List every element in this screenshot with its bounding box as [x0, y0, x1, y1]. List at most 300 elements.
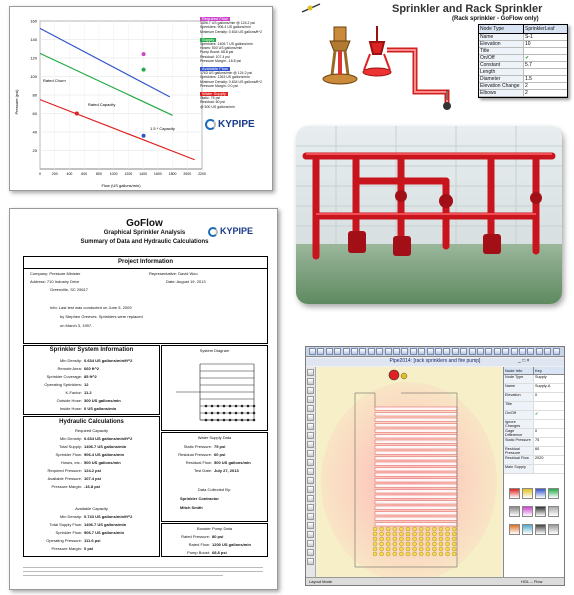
rack-sprinkler-head[interactable] — [399, 527, 403, 531]
maximize-icon[interactable]: □ — [522, 358, 526, 364]
sprinkler-row-value — [524, 69, 526, 75]
rack-sprinkler-head[interactable] — [439, 547, 443, 551]
rack-sprinkler-head[interactable] — [399, 552, 403, 556]
sprinkler-table-row — [479, 69, 567, 76]
report-row-label: Outside Hose: — [56, 398, 82, 403]
report-row-label: Remote Area: — [57, 366, 82, 371]
node-info-panel — [503, 367, 564, 577]
curve-label-capacity: Rated Capacity — [88, 102, 116, 107]
info-row-label: Gage Difference — [504, 429, 534, 437]
legend-line: Residual: 60 psi — [200, 100, 225, 105]
report-row-value: 906.4 US gallons/min — [84, 452, 125, 457]
rack-sprinkler-head[interactable] — [380, 527, 384, 531]
info-row — [504, 402, 564, 411]
palette-tool-icon[interactable] — [522, 506, 533, 517]
legend-line: Static: 75 psi — [200, 96, 221, 101]
report-row — [24, 546, 159, 554]
info-row-value: 0 — [535, 429, 538, 433]
toolbar-button-icon[interactable] — [469, 348, 476, 355]
palette-tool-icon[interactable] — [509, 506, 520, 517]
rack-sprinkler-head[interactable] — [406, 542, 410, 546]
palette-tool-icon[interactable] — [548, 488, 559, 499]
left-tool-icon[interactable] — [307, 423, 314, 430]
rack-sprinkler-head[interactable] — [413, 537, 417, 541]
report-row — [24, 374, 159, 382]
info-row-label: Title — [504, 402, 534, 410]
rack-sprinkler-head[interactable] — [399, 532, 403, 536]
rack-sprinkler-head[interactable] — [446, 542, 450, 546]
report-row-label: Pump Boost: — [187, 550, 210, 555]
left-tool-icon[interactable] — [307, 450, 314, 457]
rack-sprinkler-head[interactable] — [432, 532, 436, 536]
info-row-value: 75 — [535, 438, 540, 442]
report-row — [24, 514, 159, 522]
legend-line: Sprinklers: 1406.7 US gallons/min — [200, 42, 253, 47]
rack-sprinkler-head[interactable] — [373, 537, 377, 541]
sprinkler-title: Sprinkler and Rack Sprinkler — [392, 3, 543, 15]
left-tool-icon[interactable] — [307, 468, 314, 475]
rack-sprinkler-head[interactable] — [426, 552, 430, 556]
system-diagram — [168, 358, 264, 428]
network-drawing — [317, 367, 502, 577]
rack-sprinkler-head[interactable] — [373, 532, 377, 536]
sprinkler-row-label: Length — [479, 69, 524, 75]
rack-sprinkler-head[interactable] — [419, 547, 423, 551]
minimize-icon[interactable]: _ — [518, 358, 521, 364]
report-row-value: -16.8 psi — [84, 484, 101, 489]
toolbar-button-icon[interactable] — [368, 348, 375, 355]
rack-sprinkler-head[interactable] — [452, 527, 456, 531]
report-row — [24, 538, 159, 546]
left-tool-icon[interactable] — [307, 387, 314, 394]
left-tool-icon[interactable] — [307, 558, 314, 565]
rack-sprinkler-head[interactable] — [393, 547, 397, 551]
legend-line: Residual: 107.4 psi — [200, 54, 230, 59]
diagram-sprinkler — [223, 405, 225, 407]
rack-sprinkler-head[interactable] — [426, 537, 430, 541]
report-row — [24, 484, 159, 492]
report-row-value: 60 psi — [214, 452, 226, 457]
supply-node-icon[interactable] — [389, 370, 399, 380]
rack-sprinkler-head[interactable] — [419, 542, 423, 546]
diagram-sprinkler — [253, 405, 255, 407]
toolbar-button-icon[interactable] — [410, 348, 417, 355]
report-row-label: Available Pressure: — [47, 476, 82, 481]
rack-sprinkler-head[interactable] — [413, 547, 417, 551]
info-row — [504, 465, 564, 474]
legend-line: Pressure Margin: -16.8 psi — [200, 58, 242, 63]
window-controls — [518, 358, 530, 364]
toolbar-button-icon[interactable] — [359, 348, 366, 355]
rack-sprinkler-head[interactable] — [439, 537, 443, 541]
info-row — [504, 438, 564, 447]
rack-sprinkler-head[interactable] — [399, 542, 403, 546]
diagram-sprinkler — [205, 412, 207, 414]
rack-sprinkler-head[interactable] — [386, 542, 390, 546]
rack-sprinkler-head[interactable] — [413, 552, 417, 556]
toolbar-button-icon[interactable] — [443, 348, 450, 355]
report-row-label: Required Pressure: — [47, 468, 82, 473]
legend-entry-1 — [200, 38, 272, 63]
rack-sprinkler-head[interactable] — [406, 532, 410, 536]
rack-sprinkler-head[interactable] — [446, 547, 450, 551]
sprinkler-row-label: Elbows — [479, 90, 524, 96]
sprinkler-row-value: 2 — [525, 83, 528, 89]
toolbar-button-icon[interactable] — [511, 348, 518, 355]
rack-sprinkler-head[interactable] — [419, 532, 423, 536]
left-tool-icon[interactable] — [307, 396, 314, 403]
y-tick-label: 40 — [32, 129, 37, 135]
report-subtitle-2: Summary of Data and Hydraulic Calculations — [80, 239, 209, 245]
rack-sprinkler-head[interactable] — [432, 552, 436, 556]
project-info-2: by Stephen Greeves. Sprinklers were replaced — [60, 314, 143, 319]
sprinkler-row-value: 10 — [525, 41, 531, 47]
rack-sprinkler-head[interactable] — [399, 547, 403, 551]
report-row-value: July 27, 2013 — [214, 468, 239, 473]
report-row-value: 0.743 US gallons/min/ft^2 — [84, 514, 133, 519]
system-heading: Sprinkler System Information — [49, 347, 134, 353]
diagram-sprinkler — [223, 412, 225, 414]
toolbar-button-icon[interactable] — [544, 348, 551, 355]
rack-sprinkler-head[interactable] — [446, 527, 450, 531]
data-point-3 — [75, 112, 79, 116]
data-collected-label: Data Collected By: — [197, 487, 232, 492]
left-tool-icon[interactable] — [307, 378, 314, 385]
toolbar-button-icon[interactable] — [494, 348, 501, 355]
curve-label-churn: Rated Churn — [43, 78, 66, 83]
toolbar-button-icon[interactable] — [536, 348, 543, 355]
y-tick-label: 160 — [30, 18, 37, 24]
diagram-sprinkler — [247, 405, 249, 407]
diagram-sprinkler — [205, 419, 207, 421]
app-title-bar: Pipe2014: [rack sprinklers and fire pump] — [306, 358, 564, 366]
rack-sprinkler-head[interactable] — [439, 552, 443, 556]
rack-sprinkler-head[interactable] — [380, 542, 384, 546]
report-row-label: Static Pressure: — [183, 444, 212, 449]
rack-sprinkler-head[interactable] — [446, 532, 450, 536]
legend-line: Sprinklers: 1263 US gallons/min — [200, 75, 250, 80]
toolbar-button-icon[interactable] — [452, 348, 459, 355]
legend-line: 1406.7 US gallons/min @ 124.2 psi — [200, 21, 255, 26]
data-collected-by-2: Mitch Smith — [180, 505, 203, 510]
toolbar-button-icon[interactable] — [519, 348, 526, 355]
diagram-sprinkler — [241, 405, 243, 407]
left-tool-icon[interactable] — [307, 522, 314, 529]
info-row-label: Residual Flow — [504, 456, 534, 464]
toolbar-button-icon[interactable] — [485, 348, 492, 355]
y-tick-label: 100 — [30, 74, 37, 79]
rack-sprinkler-head[interactable] — [426, 527, 430, 531]
diagram-sprinkler — [253, 412, 255, 414]
rack-sprinkler-head[interactable] — [373, 542, 377, 546]
info-row-value: Supply — [535, 375, 547, 379]
rack-sprinkler-head[interactable] — [419, 552, 423, 556]
rack-sprinkler-head[interactable] — [406, 547, 410, 551]
report-row-label: Pressure Margin: — [51, 546, 82, 551]
legend-title-2: Available Flow — [202, 66, 228, 72]
status-bar — [306, 577, 564, 585]
info-row-value: ✔ — [535, 412, 539, 416]
info-row-label: Elevation — [504, 393, 534, 401]
rack-sprinkler-head[interactable] — [399, 537, 403, 541]
palette-tool-icon[interactable] — [535, 506, 546, 517]
diagram-sprinkler — [223, 419, 225, 421]
legend-title-0: Required Flow — [202, 16, 228, 21]
legend-line: Minimum Density: 0.634 US gallons/ft^2 — [200, 29, 262, 34]
report-row — [24, 358, 159, 366]
diagram-sprinkler — [253, 419, 255, 421]
toolbar-button-icon[interactable] — [343, 348, 350, 355]
rack-sprinkler-head[interactable] — [446, 552, 450, 556]
toolbar-button-icon[interactable] — [376, 348, 383, 355]
system-info-box — [23, 345, 160, 415]
close-icon[interactable]: × — [526, 358, 530, 364]
report-row-value: 906.7 US gallons/min — [84, 530, 125, 535]
toolbar-row-1 — [306, 347, 564, 357]
x-tick-label: 0 — [39, 172, 41, 176]
palette-tool-icon[interactable] — [535, 524, 546, 535]
info-row-value: 0 — [535, 393, 538, 397]
toolbar-button-icon[interactable] — [401, 348, 408, 355]
diagram-sprinkler — [217, 412, 219, 414]
palette-tool-icon[interactable] — [548, 506, 559, 517]
rack-sprinkler-head[interactable] — [439, 542, 443, 546]
rack-sprinkler-head[interactable] — [393, 537, 397, 541]
curve-label-1-5: 1.5 * Capacity — [150, 126, 175, 131]
report-row-value: 0 psi — [84, 546, 94, 551]
toolbar-button-icon[interactable] — [460, 348, 467, 355]
toolbar-button-icon[interactable] — [527, 348, 534, 355]
report-row-label: Min Density: — [59, 436, 82, 441]
rack-sprinkler-head[interactable] — [413, 532, 417, 536]
rack-sprinkler-head[interactable] — [446, 537, 450, 541]
rack-sprinkler-head[interactable] — [413, 542, 417, 546]
sprinkler-row-value: S-1 — [525, 34, 533, 40]
report-row-value: 0.634 US gallons/min/ft^2 — [84, 358, 133, 363]
toolbar-button-icon[interactable] — [502, 348, 509, 355]
rack-sprinkler-head[interactable] — [452, 537, 456, 541]
report-row-value: 0 US gallons/min — [84, 406, 117, 411]
toolbar-button-icon[interactable] — [435, 348, 442, 355]
left-tool-icon[interactable] — [307, 486, 314, 493]
rack-sprinkler-head[interactable] — [432, 527, 436, 531]
info-row-value: Supply-A — [535, 384, 551, 388]
rack-sprinkler-head[interactable] — [432, 547, 436, 551]
rack-branch — [375, 523, 457, 527]
report-row-value: 124.2 psi — [84, 468, 101, 473]
info-row — [504, 420, 564, 429]
palette-tool-icon[interactable] — [522, 488, 533, 499]
info-row-value: 2020 — [535, 456, 544, 460]
palette-tool-icon[interactable] — [509, 488, 520, 499]
left-tool-icon[interactable] — [307, 549, 314, 556]
rack-sprinkler-head[interactable] — [380, 552, 384, 556]
chart-legend — [200, 17, 272, 113]
required-capacity-heading: Required Capacity — [75, 428, 108, 433]
toolbar-button-icon[interactable] — [334, 348, 341, 355]
report-row-label: Residual Flow: — [185, 460, 212, 465]
rack-branch — [375, 435, 457, 439]
report-row-label: Test Date: — [193, 468, 212, 473]
report-row — [24, 436, 159, 444]
rack-sprinkler-head[interactable] — [426, 532, 430, 536]
report-row-label: Operating Sprinklers: — [44, 382, 82, 387]
rack-sprinkler-head[interactable] — [393, 552, 397, 556]
y-tick-label: 60 — [32, 111, 37, 116]
info-row — [504, 384, 564, 393]
rack-sprinkler-head[interactable] — [419, 527, 423, 531]
info-row — [504, 393, 564, 402]
rack-sprinkler-schematic — [377, 30, 487, 118]
rack-sprinkler-head[interactable] — [373, 527, 377, 531]
rack-branch — [375, 517, 457, 521]
report-row — [24, 522, 159, 530]
report-row-label: Hoses, etc.: — [60, 460, 82, 465]
legend-entry-3 — [200, 92, 272, 109]
rack-sprinkler-head[interactable] — [413, 527, 417, 531]
sprinkler-row-value: ✔ — [525, 55, 530, 61]
report-row-label: Rated Flow: — [188, 542, 210, 547]
rack-sprinkler-head[interactable] — [406, 537, 410, 541]
y-axis-label: Pressure (psi) — [14, 89, 19, 115]
layout-canvas[interactable] — [317, 367, 502, 577]
kypipe-logo: KYPIPE — [205, 119, 255, 130]
report-row — [24, 382, 159, 390]
rack-sprinkler-head[interactable] — [439, 527, 443, 531]
report-row-label: Min Density: — [59, 358, 82, 363]
left-tool-icon[interactable] — [307, 369, 314, 376]
left-tool-icon[interactable] — [307, 531, 314, 538]
toolbar-button-icon[interactable] — [427, 348, 434, 355]
toolbar-button-icon[interactable] — [418, 348, 425, 355]
toolbar-button-icon[interactable] — [351, 348, 358, 355]
info-row-value: 60 — [535, 447, 540, 451]
rack-sprinkler-head[interactable] — [426, 547, 430, 551]
rack-sprinkler-head[interactable] — [426, 542, 430, 546]
left-toolbar — [306, 367, 316, 577]
toolbar-button-icon[interactable] — [326, 348, 333, 355]
sprinkler-row-label: Elevation Change — [479, 83, 524, 89]
rack-sprinkler-head[interactable] — [393, 532, 397, 536]
toolbar-button-icon[interactable] — [309, 348, 316, 355]
report-row-label: Sprinkler Flow: — [55, 530, 82, 535]
report-row-label: Total Supply: — [59, 444, 82, 449]
report-row — [24, 398, 159, 406]
goflow-report-panel — [9, 208, 278, 590]
rack-sprinkler-head[interactable] — [432, 542, 436, 546]
left-tool-icon[interactable] — [307, 459, 314, 466]
report-row-label: Total Supply Flow: — [49, 522, 82, 527]
report-row-value: 85 ft^2 — [84, 374, 97, 379]
report-row — [162, 460, 267, 468]
rack-branch — [375, 479, 457, 483]
rack-sprinkler-head[interactable] — [406, 552, 410, 556]
report-row-label: Operating Pressure: — [46, 538, 82, 543]
left-tool-icon[interactable] — [307, 513, 314, 520]
sprinkler-row-label: Diameter — [479, 76, 524, 82]
data-collected-by-1: Sprinkler Contractor — [180, 496, 219, 501]
report-row — [162, 444, 267, 452]
toolbar-button-icon[interactable] — [477, 348, 484, 355]
diagram-sprinkler — [247, 412, 249, 414]
rack-sprinkler-head[interactable] — [419, 537, 423, 541]
rack-sprinkler-head[interactable] — [452, 552, 456, 556]
rack-sprinkler-head[interactable] — [406, 527, 410, 531]
legend-line: Minimum Density: 0.634 US gallons/ft^2 — [200, 79, 262, 84]
rack-sprinkler-head[interactable] — [452, 532, 456, 536]
left-tool-icon[interactable] — [307, 540, 314, 547]
rack-branch — [375, 457, 457, 461]
rack-branch — [375, 446, 457, 450]
rack-sprinkler-head[interactable] — [452, 547, 456, 551]
report-row-label: Sprinkler Flow: — [55, 452, 82, 457]
rack-sprinkler-head[interactable] — [393, 527, 397, 531]
palette-tool-icon[interactable] — [548, 524, 559, 535]
palette-tool-icon[interactable] — [535, 488, 546, 499]
report-row-value: 1200 US gallons/min — [212, 542, 251, 547]
left-tool-icon[interactable] — [307, 414, 314, 421]
diagram-sprinkler — [235, 412, 237, 414]
report-row-value: 1406.7 US gallons/min — [84, 522, 127, 527]
rack-sprinkler-head[interactable] — [373, 552, 377, 556]
diagram-sprinkler — [211, 412, 213, 414]
report-row-value: 1406.7 US gallons/min — [84, 444, 127, 449]
rack-sprinkler-head[interactable] — [386, 532, 390, 536]
legend-line: Sprinklers: 906.4 US gallons/min — [200, 25, 251, 30]
rack-sprinkler-head[interactable] — [386, 527, 390, 531]
left-tool-icon[interactable] — [307, 504, 314, 511]
diagram-sprinkler — [229, 419, 231, 421]
left-tool-icon[interactable] — [307, 432, 314, 439]
sprinkler-row-value: 5.7 — [525, 62, 532, 68]
rack-sprinkler-head[interactable] — [386, 537, 390, 541]
report-row — [24, 452, 159, 460]
left-tool-icon[interactable] — [307, 405, 314, 412]
palette-tool-icon[interactable] — [522, 524, 533, 535]
rack-sprinkler-head[interactable] — [386, 547, 390, 551]
rack-sprinkler-head[interactable] — [380, 547, 384, 551]
toolbar-button-icon[interactable] — [385, 348, 392, 355]
pump-node-icon[interactable] — [401, 373, 407, 379]
info-header-key: Key — [535, 368, 542, 373]
rack-branch — [375, 468, 457, 472]
toolbar-button-icon[interactable] — [553, 348, 560, 355]
left-tool-icon[interactable] — [307, 495, 314, 502]
pressure-flow-chart-panel — [9, 6, 273, 191]
x-tick-label: 600 — [81, 172, 88, 176]
rack-branch — [375, 424, 457, 428]
report-row-label: Residual Pressure: — [178, 452, 212, 457]
rack-sprinkler-head[interactable] — [380, 537, 384, 541]
palette-tool-icon[interactable] — [509, 524, 520, 535]
rack-sprinkler-head[interactable] — [393, 542, 397, 546]
rack-sprinkler-head[interactable] — [380, 532, 384, 536]
diagram-sprinkler — [235, 405, 237, 407]
toolbar-button-icon[interactable] — [393, 348, 400, 355]
rack-sprinkler-head[interactable] — [432, 537, 436, 541]
rack-sprinkler-head[interactable] — [439, 532, 443, 536]
report-row — [162, 534, 267, 542]
left-tool-icon[interactable] — [307, 441, 314, 448]
report-row — [24, 468, 159, 476]
rack-sprinkler-head[interactable] — [452, 542, 456, 546]
toolbar-button-icon[interactable] — [317, 348, 324, 355]
rack-sprinkler-head[interactable] — [386, 552, 390, 556]
rack-sprinkler-head[interactable] — [373, 547, 377, 551]
left-tool-icon[interactable] — [307, 477, 314, 484]
rack-branch — [375, 473, 457, 477]
x-tick-label: 800 — [95, 172, 102, 176]
